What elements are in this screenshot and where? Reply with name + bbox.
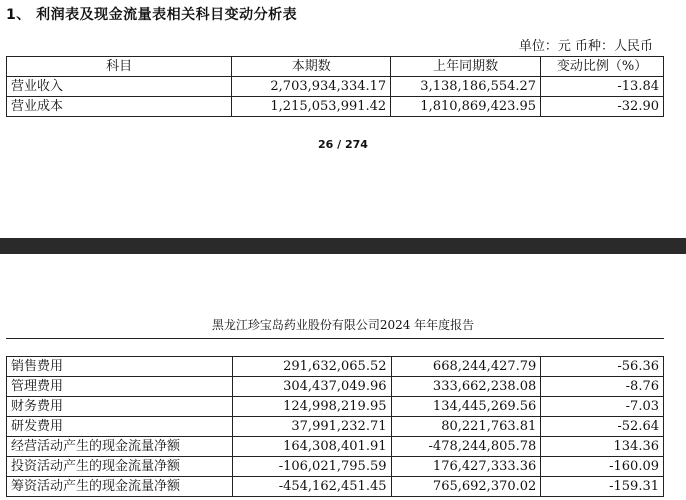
- table-row: [7, 377, 664, 397]
- change-ratio: -7.03: [541, 397, 664, 417]
- prior-value: 134,445,269.56: [391, 397, 541, 417]
- row-label: 管理费用: [7, 377, 233, 397]
- current-value: 124,998,219.95: [232, 397, 391, 417]
- change-ratio: -8.76: [541, 377, 664, 397]
- prior-value: 668,244,427.79: [391, 357, 541, 377]
- header-rule: [6, 338, 664, 339]
- prior-value: 80,221,763.81: [391, 417, 541, 437]
- table-row: [7, 357, 664, 377]
- header-current-period: 本期数: [232, 57, 391, 77]
- table-header-row: [7, 57, 664, 77]
- table-row: [7, 477, 664, 497]
- unit-currency-line: 单位：元 币种：人民币: [518, 39, 653, 54]
- row-label: 财务费用: [7, 397, 233, 417]
- table-row: [7, 417, 664, 437]
- row-label: 经营活动产生的现金流量净额: [7, 437, 233, 457]
- table-row: [7, 397, 664, 417]
- expense-cashflow-table: [6, 356, 664, 497]
- page-separator: [0, 238, 686, 254]
- prior-value: 176,427,333.36: [391, 457, 541, 477]
- row-label: 销售费用: [7, 357, 233, 377]
- change-ratio: -159.31: [541, 477, 664, 497]
- row-label: 营业收入: [7, 77, 232, 97]
- section-title: 1、 利润表及现金流量表相关科目变动分析表: [6, 7, 298, 23]
- table-row: [7, 437, 664, 457]
- current-value: 304,437,049.96: [232, 377, 391, 397]
- current-value: 2,703,934,334.17: [232, 77, 391, 97]
- current-value: -454,162,451.45: [232, 477, 391, 497]
- table-row: [7, 457, 664, 477]
- prior-value: -478,244,805.78: [391, 437, 541, 457]
- row-label: 研发费用: [7, 417, 233, 437]
- row-label: 筹资活动产生的现金流量净额: [7, 477, 233, 497]
- income-table: [6, 56, 664, 117]
- prior-value: 3,138,186,554.27: [391, 77, 541, 97]
- change-ratio: 134.36: [541, 437, 664, 457]
- change-ratio: -32.90: [541, 97, 664, 117]
- prior-value: 765,692,370.02: [391, 477, 541, 497]
- prior-value: 333,662,238.08: [391, 377, 541, 397]
- current-value: 164,308,401.91: [232, 437, 391, 457]
- row-label: 营业成本: [7, 97, 232, 117]
- current-value: 1,215,053,991.42: [232, 97, 391, 117]
- header-prior-period: 上年同期数: [391, 57, 541, 77]
- change-ratio: -160.09: [541, 457, 664, 477]
- current-value: 37,991,232.71: [232, 417, 391, 437]
- change-ratio: -13.84: [541, 77, 664, 97]
- table-row: [7, 97, 664, 117]
- prior-value: 1,810,869,423.95: [391, 97, 541, 117]
- table-row: [7, 77, 664, 97]
- header-change-ratio: 变动比例（%）: [541, 57, 664, 77]
- document-header: 黑龙江珍宝岛药业股份有限公司2024 年年度报告: [211, 318, 475, 332]
- header-subject: 科目: [7, 57, 232, 77]
- change-ratio: -56.36: [541, 357, 664, 377]
- change-ratio: -52.64: [541, 417, 664, 437]
- current-value: -106,021,795.59: [232, 457, 391, 477]
- page-number: 26 / 274: [318, 138, 368, 151]
- row-label: 投资活动产生的现金流量净额: [7, 457, 233, 477]
- current-value: 291,632,065.52: [232, 357, 391, 377]
